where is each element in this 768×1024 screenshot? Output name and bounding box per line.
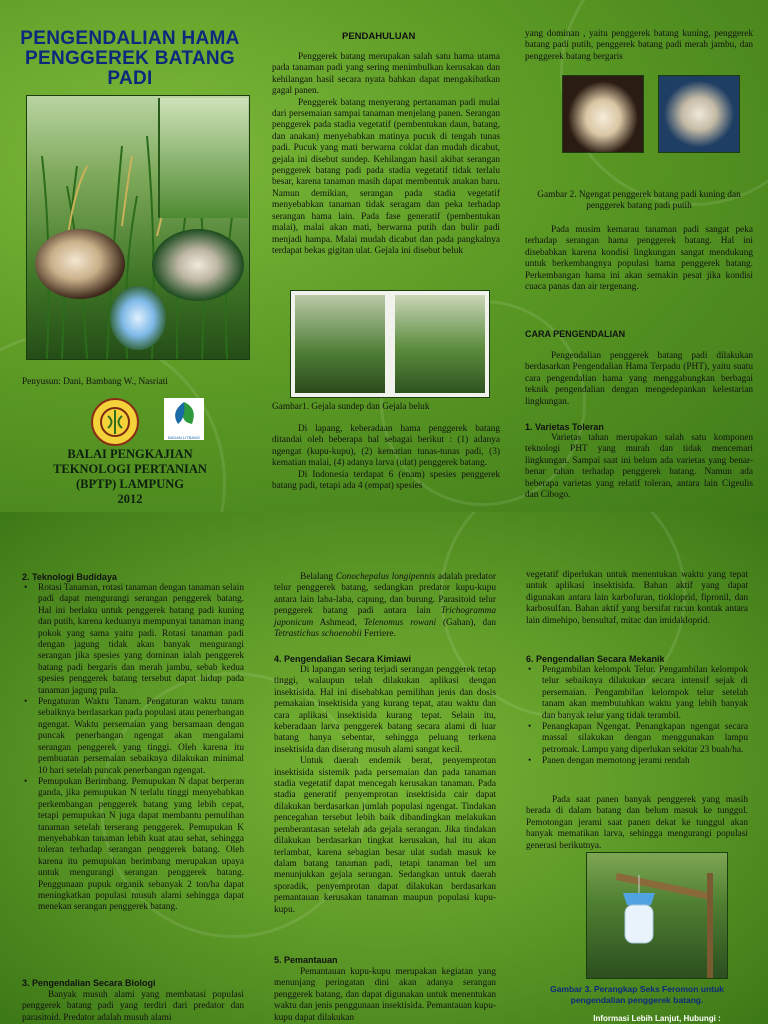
pheromone-trap-photo	[110, 286, 166, 350]
institution-block	[14, 447, 246, 507]
species-name: Conochepalus longipennis	[335, 572, 436, 582]
species-name: Trichogramma japonicum	[274, 606, 496, 628]
pheromone-trap-photo	[586, 852, 728, 979]
ministry-agriculture-logo	[91, 398, 139, 446]
budidaya-item: • Rotasi Tanaman, rotasi tanaman dengan tanaman selain padi dapat mengurangi serangan penggerek batang. Hal ini berlaku untuk penggerek batang padi kuning dan putih, karena keduanya mempunyai tanaman inang pokok yang sama yaitu padi. Rotasi tanaman padi dengan jagung tidak akan banyak mengurangi serangan jika spesies yang dominan ialah penggerek batang padi bergaris dan merah jambu, sebab kedua spesies penggerek batang tersebut dapat hidup pada tanaman jagung pula.	[22, 583, 244, 697]
cover-title	[14, 29, 246, 89]
litbang-logo-text: BADAN LITBANG	[167, 435, 200, 440]
cara-pengendalian-column	[525, 0, 753, 512]
budidaya-item: • Pengaturan Waktu Tanam. Pengaturan waktu tanam sebaiknya berdasarkan pada populasi atau penerbangan ngengat. Waktu persemaian yang bersamaan dengan puncak penerbangan ngengat akan mengalami serangan penggerek yang tinggi. Oleh karena itu pembuatan persemaian sebaiknya dilakukan minimal 10 hari setelah puncak penerbangan ngengat.	[22, 697, 244, 777]
cover-rice-field-photo	[26, 95, 250, 360]
biologi-continued-paragraph: Belalang Conochepalus longipennis adalah predator telur penggerek batang, sedangkan predator kupu-kupu antara lain laba-laba, capung, dan burung. Parasitoid telur penggerek batang padi antara lain Trichogramma japonicum Ashmead, Telenomus rowani (Gahan), dan Tetrastichus schoenobii Ferriere.	[274, 572, 496, 640]
cara-pengendalian-heading: CARA PENGENDALIAN	[525, 329, 626, 339]
biologi-heading: 3. Pengendalian Secara Biologi	[22, 978, 156, 988]
budidaya-heading: 2. Teknologi Budidaya	[22, 572, 117, 582]
budidaya-column	[22, 512, 244, 1024]
institution-line: BALAI PENGKAJIAN	[67, 447, 193, 461]
biologi-paragraph: Banyak musuh alami yang membatasi populasi penggerek batang padi yang terdiri dari predator dan parasitoid. Predator adalah musuh alami	[22, 990, 244, 1023]
budidaya-list	[22, 583, 244, 914]
authors-line: Penyusun: Dani, Bambang W., Nasriati	[22, 377, 168, 387]
yellow-stem-borer-photo	[562, 75, 644, 153]
varietas-paragraph: Varietas tahan merupakan salah satu komponen teknologi PHT yang murah dan tidak mencemari lingkungan. Sampai saat ini belum ada varietas yang benar-benar tahan terhadap penggerek batang. Namun ada beberapa varietas yang relatif toleran, antara lain Cigeulis dan Cibogo.	[525, 433, 753, 501]
leaf-logo-icon	[164, 398, 204, 430]
species-name: Tetrastichus schoenobii	[274, 629, 362, 640]
active-ingredients-paragraph: vegetatif diperlukan untuk menentukan waktu yang tepat untuk aplikasi insektisida. Bahan aktif yang dapat digunakan antara lain karbofuran, tiokloprid, fipronil, dan karbosulfan. Bahan aktif yang bersifat racun kontak antara lain dimehipo, bensultaf, mitac dan imidakloprid.	[526, 570, 748, 626]
beluk-symptom-photo	[395, 295, 485, 393]
cover-title-line: PENGGEREK BATANG	[25, 48, 235, 69]
white-stem-borer-photo	[658, 75, 740, 153]
species-name: Telenomus rowani	[363, 617, 437, 628]
intro-paragraph-4: Di Indonesia terdapat 6 (enam) spesies penggerek batang padi, tetapi ada 4 (empat) spesies	[272, 469, 500, 492]
panen-paragraph: Pada saat panen banyak penggerek yang masih berada di dalam batang dan belum masuk ke tunggul. Pemotongan jerami saat panen dekat ke tunggul akan banyak mematikan larva, sehingga mengurangi populasi generasi berikutnya.	[526, 795, 748, 851]
sundep-symptom-photo	[295, 295, 385, 393]
footer-contact-line: Informasi Lebih Lanjut, Hubungi :	[593, 1014, 721, 1023]
cover-inset-photo	[158, 98, 248, 218]
litbang-logo	[164, 398, 204, 440]
kimiawi-paragraph-1: Di lapangan sering terjadi serangan penggerek tetap tinggi, walaupun telah dilakukan aplikasi dengan insektisida. Hal ini disebabkan pemilihan jenis dan dosis pemakaian insektisida yang kurang tepat, atau waktu dan cara aplikasi insektisida kurang tepat. Selain itu, keberadaan larva penggerek batang secara alami di luar batang hanya sebentar, sehingga peluang terkena insektisida dan diserang musuh alami sangat kecil.	[274, 665, 496, 755]
species-continued-paragraph: yang dominan , yaitu penggerek batang kuning, penggerek batang padi putih, penggerek batang padi merah jambu, dan penggerek batang bergaris	[525, 29, 753, 62]
kimiawi-heading: 4. Pengendalian Secara Kimiawi	[274, 654, 412, 664]
gambar1-caption: Gambar1. Gejala sundep dan Gejala beluk	[272, 402, 430, 412]
intro-paragraph-2: Penggerek batang menyerang pertanaman padi mulai dari persemaian sampai tanaman menjelang panen. Serangan penggerek pada stadia vegetatif (pembentukan daun, batang, dan anakan) menyebabkan matinya pucuk di tengah tunas padi. Pucuk yang mati berwarna coklat dan mudah dicabut, gejala ini disebut sundep. Kehilangan hasil akibat serangan penggerek batang padi pada stadia vegetatif tidak terlalu besar, karena tanaman masih dapat membentuk anakan baru. Namun demikian, serangan pada stadia vegetatif menyebabkan tanaman tidak seragam dan peka terhadap serangan hama lain. Pada fase generatif (pembentukan malai), malai akan mati, berwarna putih dan bulir padi menjadi hampa. Malai mudah dicabut dan pada pangkalnya terdapat bekas gigitan ulat. Gejala ini disebut beluk	[272, 97, 500, 256]
kimiawi-paragraph-2: Untuk daerah endemik berat, penyemprotan insektisida sistemik pada persemaian dan pada tanaman stadia vegetatif dapat mencegah kerusakan tanaman. Pada stadia generatif penyemprotan insektisida cair dapat dilakukan berdasarkan jumlah populasi ngengat. Tindakan pencegahan tersebut lebih baik dibandingkan melakukan pemberantasan setelah ada gejala serangan. Jika tindakan dilakukan berdasarkan tingkat kerusakan, hal itu akan terlambat, karena sebagian besar ulat sudah masuk ke dalam batang tanaman padi, tetapi tanaman bel um menunjukkan gejala serangan. Sedangkan untuk daerah sporadik, penyemprotan dapat dilakukan berdasarkan pemantauan kerusakan tanaman maupun populasi kupu-kupu.	[274, 756, 496, 915]
pendahuluan-heading: PENDAHULUAN	[342, 31, 416, 42]
cover-column	[14, 0, 246, 512]
budidaya-item: • Pemupukan Berimbang. Pemupukan N dapat berperan ganda, jika pemupukan N terlalu tinggi menyebabkan perkembangan penggerek batang yang lebih cepat, tetapi pemupukan N juga dapat membantu pemulihan tanaman setelah terserang penggerek. Pemupukan K menyebabkan tanaman lebih kuat atau sehat, sehingga toleran terhadap serangan penggerek batang. Oleh karena itu pemupukan berimbang merupakan upaya untuk mengurangi serangan penggerek batang. Penggunaan pupuk organik sebanyak 2 ton/ha dapat meningkatkan populasi musuh alami sehingga dapat menekan serangan penggerek batang.	[22, 777, 244, 914]
brochure-inside-panel	[0, 512, 768, 1024]
intro-paragraph-1: Penggerek batang merupakan salah satu hama utama pada tanaman padi yang sering menimbulkan kerusakan dan kehilangan hasil secara nyata bahkan dapat mengakibatkan gagal panen.	[272, 52, 500, 97]
gambar1-photo-frame	[290, 290, 490, 398]
pht-paragraph: Pengendalian penggerek batang padi dilakukan berdasarkan Pengendalian Hama Terpadu (PHT), yaitu suatu cara pengendalian hama yang menggabungkan berbagai teknik pengendalian dengan mengedepankan kelestarian lingkungan.	[525, 351, 753, 407]
kimiawi-column	[274, 512, 496, 1024]
gambar3-caption: Gambar 3. Perangkap Seks Feromon untuk pengendalian penggerek batang.	[550, 984, 724, 1005]
yellow-stem-borer-moth-photo	[35, 229, 125, 299]
mekanik-list	[526, 665, 748, 768]
wheat-emblem-icon	[93, 400, 137, 444]
dry-season-paragraph: Pada musim kemarau tanaman padi sangat peka terhadap serangan hama penggerek batang. Hal ini disebabkan karena kondisi lingkungan sangat mendukung untuk berkembangnya populasi hama penggerek batang. Perkembangan hama ini akan semakin pesat jika kondisi cuaca panas dan air tergenang.	[525, 225, 753, 293]
cover-title-line: PADI	[107, 68, 153, 89]
institution-line: (BPTP) LAMPUNG	[76, 477, 184, 491]
varietas-heading: 1. Varietas Toleran	[525, 422, 604, 432]
white-stem-borer-moth-photo	[152, 229, 244, 301]
intro-paragraph-3: Di lapang, keberadaan hama penggerek batang ditandai oleh beberapa hal sebagai berikut : (1) adanya ngengat (kupu-kupu), (2) kematian tunas-tunas padi, (3) kematian malai, (4) adanya larva (ulat) penggerek batang.	[272, 424, 500, 469]
cover-title-line: PENGENDALIAN HAMA	[20, 28, 240, 49]
pendahuluan-column	[272, 0, 500, 512]
mekanik-heading: 6. Pengendalian Secara Mekanik	[526, 654, 665, 664]
mekanik-item: • Pengambilan kelompok Telur. Pengambilan kelompok telur sebaiknya dilakukan secara intensif sejak di persemaian. Pengambilan kelompok telur setelah tanam akan membutuhkan waktu yang lebih banyak dan banyak telur yang tidak terambil.	[526, 665, 748, 722]
mekanik-column	[526, 512, 748, 1024]
pemantauan-heading: 5. Pemantauan	[274, 955, 338, 965]
gambar2-caption: Gambar 2. Ngengat penggerek batang padi kuning dan penggerek batang padi putih	[537, 190, 741, 212]
mekanik-item: • Penangkapan Ngengat. Penangkapan ngengat secara massal silakukan dengan menggunakan lampu petromak. Lampu yang diperlukan sekitar 23 buah/ha.	[526, 722, 748, 756]
pemantauan-paragraph: Pemantauan kupu-kupu merupakan kegiatan yang menunjang peringatan dini akan adanya serangan penggerek batang, dan dapat digunakan untuk menentukan waktu dan jenis penggunaan insektisida. Pemantauan kupu-kupu dapat dilakukan	[274, 967, 496, 1023]
institution-line: TEKNOLOGI PERTANIAN	[53, 462, 207, 476]
mekanik-item: • Panen dengan memotong jerami rendah	[526, 756, 748, 767]
institution-year: 2012	[117, 492, 143, 506]
pheromone-trap-illustration	[587, 853, 727, 978]
